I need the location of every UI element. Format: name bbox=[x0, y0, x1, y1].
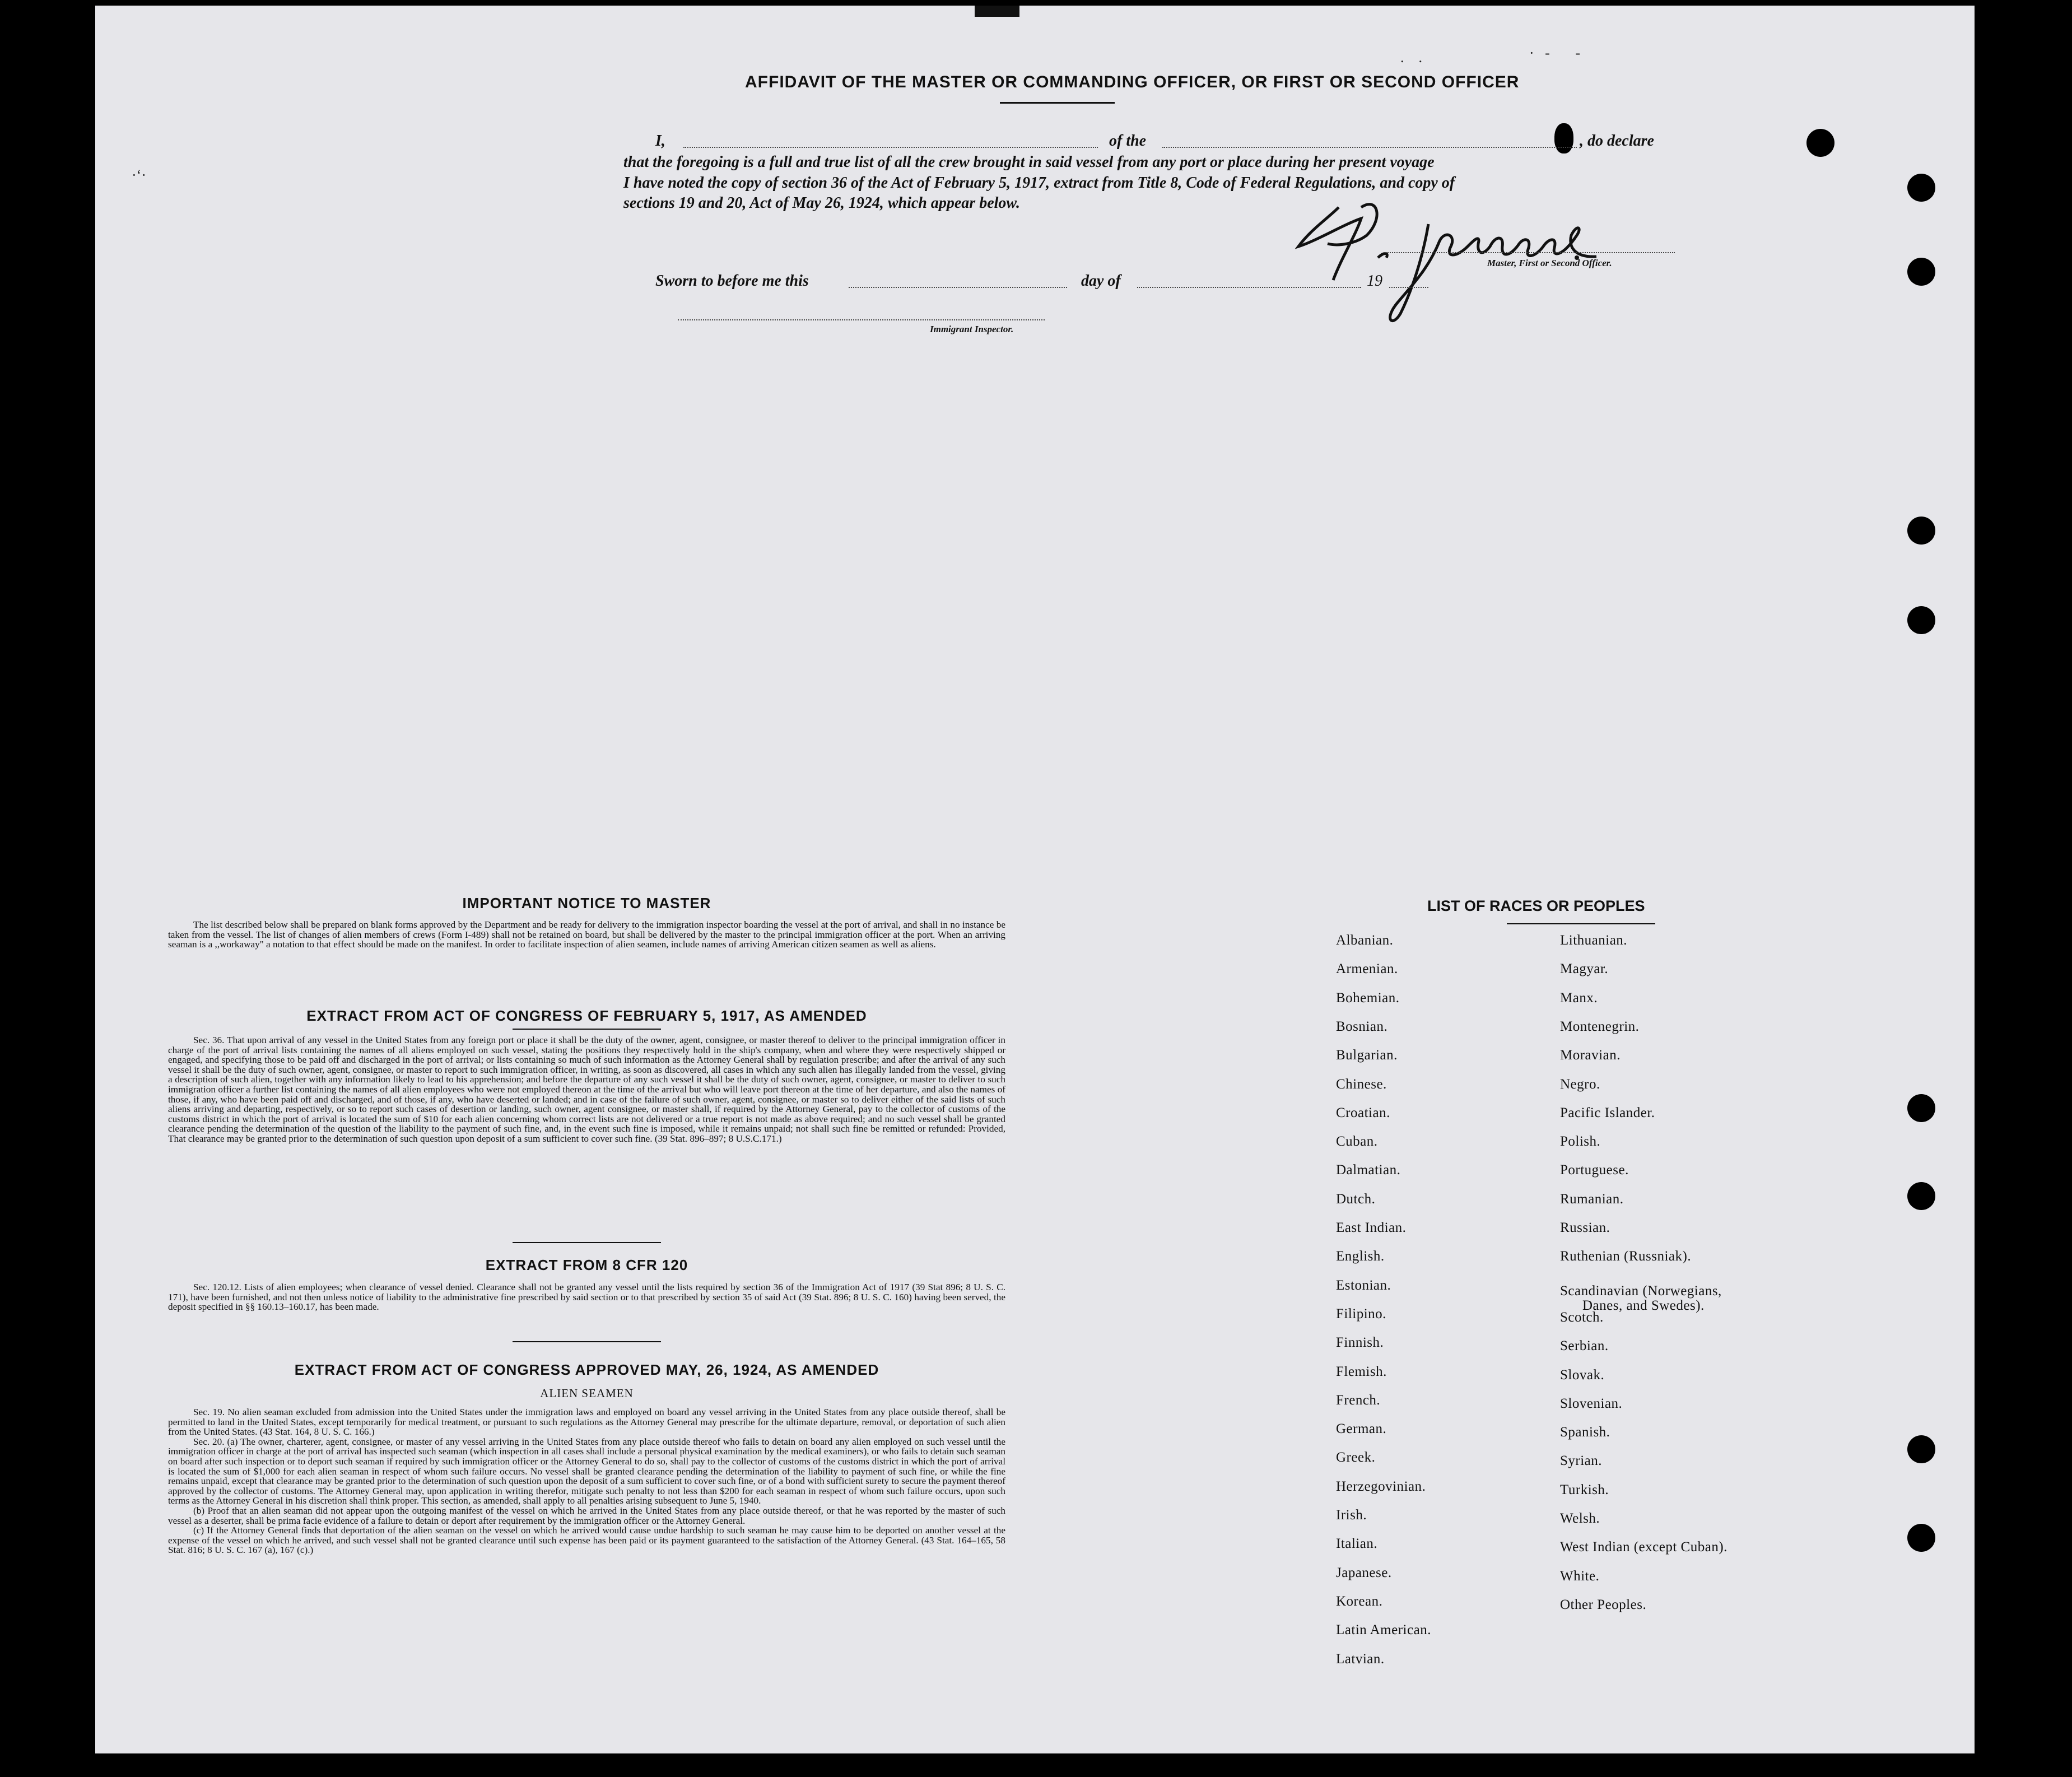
race-item: Rumanian. bbox=[1560, 1191, 1624, 1207]
race-item: Scotch. bbox=[1560, 1309, 1604, 1325]
race-item: Latvian. bbox=[1336, 1651, 1385, 1667]
affidavit-line-4: sections 19 and 20, Act of May 26, 1924, which appear below. bbox=[623, 194, 1021, 212]
race-item: Ruthenian (Russniak). bbox=[1560, 1249, 1692, 1264]
extract-1917-body bbox=[168, 1035, 1005, 1144]
race-item: Latin American. bbox=[1336, 1622, 1431, 1638]
day-of-label: day of bbox=[1081, 272, 1121, 290]
race-item: Filipino. bbox=[1336, 1306, 1386, 1322]
races-title: LIST OF RACES OR PEOPLES bbox=[1427, 897, 1645, 914]
race-item: Serbian. bbox=[1560, 1338, 1609, 1354]
extract-1917-title: EXTRACT FROM ACT OF CONGRESS OF FEBRUARY 5, 1917, AS AMENDED bbox=[306, 1007, 867, 1024]
race-item: Albanian. bbox=[1336, 933, 1394, 948]
affidavit-title: AFFIDAVIT OF THE MASTER OR COMMANDING OFFICER, OR FIRST OR SECOND OFFICER bbox=[745, 73, 1520, 91]
affidavit-line-2: that the foregoing is a full and true list of all the crew brought in said vessel from any port or place during her present voyage bbox=[623, 153, 1435, 171]
extract-1924-para: (b) Proof that an alien seaman did not appear upon the outgoing manifest of the vessel on which he arrived in the United States from any place outside thereof, or that he was reported by the master of such vessel as a deserter, shall be prima facie evidence of a failure to detain or deport after requirement by the immigration officer or the Attorney General. bbox=[168, 1505, 1005, 1526]
punch-hole bbox=[1907, 1094, 1935, 1122]
extract-1924-body bbox=[168, 1407, 1005, 1555]
race-item: French. bbox=[1336, 1392, 1381, 1408]
do-declare-label: , do declare bbox=[1580, 132, 1654, 150]
race-item: Finnish. bbox=[1336, 1335, 1384, 1351]
race-item: Italian. bbox=[1336, 1536, 1378, 1552]
document-page bbox=[95, 6, 1975, 1753]
year-label: 19 bbox=[1367, 272, 1382, 290]
extract-1924-para: Sec. 19. No alien seaman excluded from admission into the United States under the immigration laws and employed on board any vessel arriving in the United States from any place outside thereof, shall be permitted to land in the United States, except temporarily for medical treatment, or pursuant to such regulations as the Attorney General may prescribe for the ultimate departure, removal, or deportation of such alien from the United States. (43 Stat. 164, 8 U. S. C. 166.) bbox=[168, 1407, 1005, 1438]
i-label: I, bbox=[655, 132, 665, 150]
cfr-top-rule bbox=[513, 1242, 661, 1243]
race-item: West Indian (except Cuban). bbox=[1560, 1539, 1728, 1555]
race-item: Greek. bbox=[1336, 1450, 1376, 1466]
race-item: Slovak. bbox=[1560, 1367, 1605, 1383]
punch-hole bbox=[1907, 174, 1935, 202]
punch-hole bbox=[1907, 606, 1935, 634]
race-item: Armenian. bbox=[1336, 961, 1398, 977]
extract-1924-title: EXTRACT FROM ACT OF CONGRESS APPROVED MAY, 26, 1924, AS AMENDED bbox=[294, 1361, 879, 1378]
race-item: Portuguese. bbox=[1560, 1162, 1629, 1178]
race-item: Herzegovinian. bbox=[1336, 1478, 1426, 1494]
sworn-day-line[interactable] bbox=[849, 287, 1067, 288]
punch-hole bbox=[1907, 1524, 1935, 1552]
race-item: Moravian. bbox=[1560, 1048, 1621, 1063]
extract-1924-subtitle: ALIEN SEAMEN bbox=[540, 1387, 634, 1400]
race-item: Pacific Islander. bbox=[1560, 1105, 1655, 1120]
race-item: Korean. bbox=[1336, 1593, 1383, 1609]
sworn-label: Sworn to before me this bbox=[655, 272, 809, 290]
extract-1917-underline bbox=[513, 1029, 661, 1030]
sworn-year-line[interactable] bbox=[1389, 287, 1428, 288]
vessel-field-line[interactable] bbox=[1162, 147, 1577, 148]
race-item: Bosnian. bbox=[1336, 1018, 1388, 1034]
race-item: Syrian. bbox=[1560, 1453, 1603, 1469]
race-item: Bohemian. bbox=[1336, 990, 1400, 1006]
stray-mark: ·‘· bbox=[132, 167, 146, 183]
race-item: Chinese. bbox=[1336, 1076, 1387, 1092]
extract-1917-text: Sec. 36. That upon arrival of any vessel in the United States from any foreign port or place it shall be the duty of the owner, agent, consignee, or master thereof to deliver to the principal immigration officer in charge of the port of arrival lists containing the names of all aliens employed on such vessel, stating the positions they respectively hold in the ship's company, when and where they were respectively shipped or engaged, and specifying those to be paid off and discharged in the port of arrival; or lists containing so much of such information as the Attorney General shall by regulation prescribe; and after the arrival of any such vessel it shall be the duty of such owner, agent, consignee, or master to report to such immigration officer, in writing, as soon as discovered, all cases in which any such alien has illegally landed from the vessel, giving a description of such alien, together with any information likely to lead to his apprehension; and before the departure of any such vessel it shall be the duty of such owner, agent, consignee, or master to deliver to such immigration officer a further list containing the names of all alien employees who were not employed thereon at the time of the arrival but who will leave port thereon at the time of her departure, and also the names of those, if any, who have been paid off and discharged, and of those, if any, who have deserted or landed; and in case of the failure of such owner, agent, consignee, or master so to deliver either of the said lists of such aliens arriving and departing, respectively, or so to report such cases of desertion or landing, such owner, agent consignee, or master shall, if required by the Attorney General, pay to the collector of customs of the customs district in which the port of arrival is located the sum of $10 for each alien concerning whom correct lists are not delivered or a true report is not made as above required; and no such vessel shall be granted clearance pending the determination of the question of the liability to the payment of such fine, and, in the event such fine is imposed, while it remains unpaid; not shall such fine be remitted or refunded: Provided, That clearance may be granted prior to the determination of such question upon deposit of a sum sufficient to cover such fine. (39 Stat. 896–897; 8 U.S.C.171.) bbox=[168, 1035, 1005, 1144]
race-item: Japanese. bbox=[1336, 1565, 1392, 1580]
title-underline bbox=[1000, 102, 1115, 104]
notice-text: The list described below shall be prepared on blank forms approved by the Department and be ready for delivery to the immigration inspector boarding the vessel at the port of arrival, and shall in no instance be taken from the vessel. The list of changes of alien members of crews (Form I-489) shall not be retained on board, but shall be delivered by the master to the principal immigration officer at the port. When an arriving seaman is a ,,workaway" a notation to that effect should be made on the manifest. In order to facilitate inspection of alien seamen, include names of arriving American citizen seamen as well as aliens. bbox=[168, 919, 1005, 950]
race-item: German. bbox=[1336, 1421, 1387, 1437]
notice-title: IMPORTANT NOTICE TO MASTER bbox=[462, 895, 711, 911]
race-item: White. bbox=[1560, 1568, 1600, 1584]
race-item: East Indian. bbox=[1336, 1220, 1407, 1235]
punch-hole bbox=[1907, 1182, 1935, 1210]
punch-hole bbox=[1806, 129, 1834, 157]
inspector-signature-line[interactable] bbox=[678, 319, 1045, 320]
master-caption: Master, First or Second Officer. bbox=[1487, 258, 1612, 268]
race-item: Dutch. bbox=[1336, 1191, 1376, 1207]
race-item: Bulgarian. bbox=[1336, 1048, 1398, 1063]
race-item: Negro. bbox=[1560, 1076, 1600, 1092]
extract-cfr-text: Sec. 120.12. Lists of alien employees; when clearance of vessel denied. Clearance shall not be granted any vessel until the lists required by section 36 of the Immigration Act of 1917 (39 Stat 896; 8 U. S. C. 171), have been furnished, and not then unless notice of liability to the administrative fine prescribed by said section or to that prescribed by section 35 of said Act (39 Stat. 896; 8 U. S. C. 160) having been served, the deposit specified in §§ 160.13–160.17, has been made. bbox=[168, 1282, 1005, 1313]
stray-mark: · ‐ ‐ bbox=[1529, 45, 1580, 61]
race-item: Lithuanian. bbox=[1560, 933, 1628, 948]
punch-hole bbox=[1907, 517, 1935, 545]
race-item: Other Peoples. bbox=[1560, 1597, 1647, 1612]
top-edge-mark bbox=[975, 6, 1019, 17]
inspector-caption: Immigrant Inspector. bbox=[930, 324, 1014, 334]
race-item: Irish. bbox=[1336, 1508, 1367, 1523]
race-item: Polish. bbox=[1560, 1134, 1601, 1150]
race-item: Welsh. bbox=[1560, 1511, 1600, 1526]
race-item: Cuban. bbox=[1336, 1134, 1378, 1150]
races-title-underline bbox=[1507, 923, 1655, 924]
race-item: Montenegrin. bbox=[1560, 1018, 1640, 1034]
race-item: Danes, and Swedes). bbox=[1582, 1297, 1705, 1313]
race-item: Scandinavian (Norwegians, bbox=[1560, 1283, 1722, 1299]
extract-cfr-title: EXTRACT FROM 8 CFR 120 bbox=[485, 1257, 688, 1273]
extract-cfr-body bbox=[168, 1282, 1005, 1312]
ink-blot bbox=[1554, 123, 1573, 153]
name-field-line[interactable] bbox=[683, 147, 1098, 148]
sworn-month-line[interactable] bbox=[1137, 287, 1361, 288]
master-signature-line[interactable] bbox=[1384, 252, 1675, 253]
race-item: Manx. bbox=[1560, 990, 1598, 1006]
notice-body bbox=[168, 920, 1005, 950]
affidavit-line-3: I have noted the copy of section 36 of the Act of February 5, 1917, extract from Title 8, Code of Federal Regulations, and copy of bbox=[623, 174, 1455, 192]
race-item: Dalmatian. bbox=[1336, 1162, 1401, 1178]
extract-1924-para: Sec. 20. (a) The owner, charterer, agent, consignee, or master of any vessel arriving in the United States from any place outside thereof who fails to detain on board any alien employed on such vessel until the immigration officer in charge at the port of arrival has inspected such seaman (which inspection in all cases shall include a personal physical examination by the medical examiners), or who fails to detain such seaman on board after such inspection or to deport such seaman if required by such immigration officer or the Attorney General to do so, shall pay to the collector of customs of the customs district in which the port of arrival is located the sum of $1,000 for each alien seaman in respect of whom such failure occurs. No vessel shall be granted clearance pending the determination of the liability to payment of such fine, or while the fine remains unpaid, except that clearance may be granted prior to the determination of such question upon the deposit of a sum sufficient to cover such fine, or of a bond with sufficient surety to secure the payment thereof approved by the collector of customs. The Attorney General may, upon application in writing therefor, mitigate such penalty to not less than $200 for each seaman in respect of whom such failure occurs, upon such terms as the Attorney General in his discretion shall think proper. This section, as amended, shall apply to all penalties arising subsequent to June 5, 1940. bbox=[168, 1436, 1005, 1506]
race-item: Slovenian. bbox=[1560, 1395, 1623, 1411]
race-item: Spanish. bbox=[1560, 1425, 1610, 1440]
extract-1924-top-rule bbox=[513, 1341, 661, 1342]
race-item: English. bbox=[1336, 1249, 1385, 1264]
race-item: Russian. bbox=[1560, 1220, 1610, 1235]
race-item: Turkish. bbox=[1560, 1482, 1609, 1497]
punch-hole bbox=[1907, 1435, 1935, 1463]
extract-1924-para: (c) If the Attorney General finds that deportation of the alien seaman on the vessel on which he arrived would cause undue hardship to such seaman he may cause him to be deported on another vessel at the expense of the vessel on which he arrived, and such vessel shall not be granted clearance until such expense has been paid or its payment guaranteed to the satisfaction of the Attorney General. (43 Stat. 164–165, 58 Stat. 816; 8 U. S. C. 167 (a), 167 (c).) bbox=[168, 1525, 1005, 1556]
punch-hole bbox=[1907, 258, 1935, 286]
race-item: Estonian. bbox=[1336, 1277, 1391, 1293]
race-item: Magyar. bbox=[1560, 961, 1609, 977]
race-item: Croatian. bbox=[1336, 1105, 1390, 1120]
race-item: Flemish. bbox=[1336, 1364, 1387, 1379]
of-the-label: of the bbox=[1109, 132, 1147, 150]
stray-mark: . . bbox=[1400, 49, 1422, 66]
